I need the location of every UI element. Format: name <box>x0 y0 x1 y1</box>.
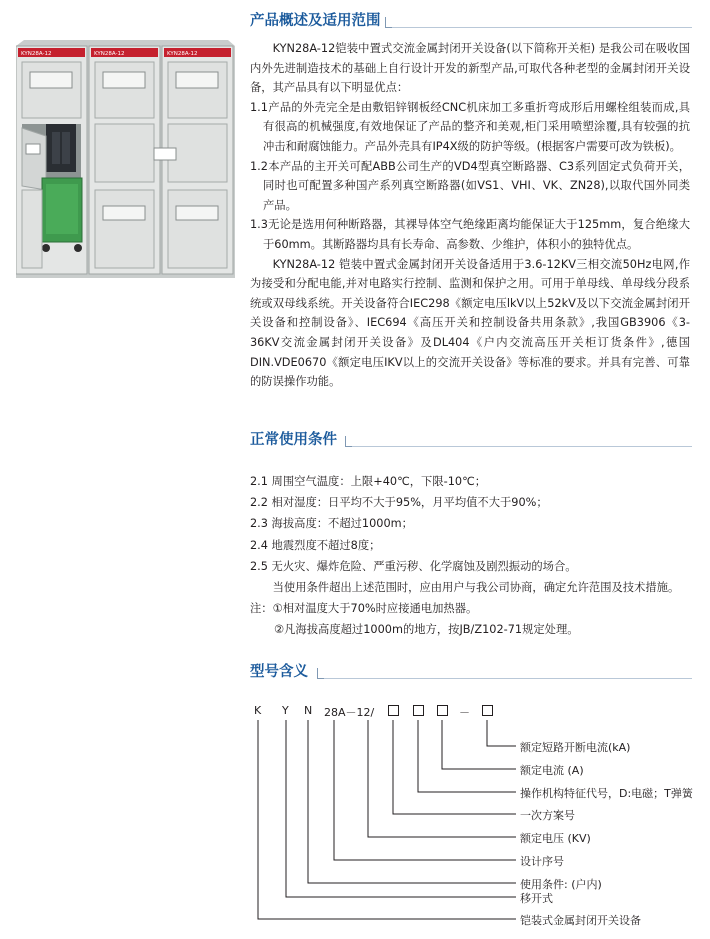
condition-line: 2.2 相对湿度：日平均不大于95%，月平均值不大于90%； <box>250 496 548 510</box>
model-code-y: Y <box>282 704 289 717</box>
model-code-rating: 28A－12/ <box>324 706 375 719</box>
condition-line: 2.4 地震烈度不超过8度； <box>250 538 381 552</box>
conditions-note-1: 注：①相对温度大于70%时应接通电加热器。 <box>250 602 478 616</box>
condition-line: 2.3 海拔高度：不超过1000m； <box>250 517 413 531</box>
overview-application: KYN28A-12 铠装中置式金属封闭开关设备适用于3.6-12KV三相交流50Hz电网,作为接受和分配电能,并对电路实行控制、监测和保护之用。可用于单母线、单母线分段系统或双母线系统。开关设备符合IEC298《额定电压lkV以上52kV及以下交流金属封闭开关设备和控制设备》、IEC694《高压开关和控制设备共用条款》,我国GB3906《3-36KV交流金属封闭开关设备》及DL404《户内交流高压开关柜订货条件》,德国DIN.VDE0670《额定电压IKV以上的交流开关设备》等标准的要求。并具有完善、可靠的防误操作功能。 <box>250 257 690 389</box>
overview-item-1-2: 1.2本产品的主开关可配ABB公司生产的VD4型真空断路器、C3系列固定式负荷开关，同时也可配置多种国产系列真空断路器(如VS1、VHI、VK、ZN28),以取代国外同类产品。 <box>250 159 690 212</box>
condition-line: 2.5 无火灾、爆炸危险、严重污秽、化学腐蚀及剧烈振动的场合。 <box>250 559 577 573</box>
panel-label-1: KYN28A-12 <box>21 51 52 57</box>
overview-intro: KYN28A-12铠装中置式交流金属封闭开关设备(以下简称开关柜) 是我公司在吸收国内外先进制造技术的基础上自行设计开发的新型产品,可取代各种老型的金属封闭开关设备，其产品具有以下明显优点： <box>250 42 690 95</box>
section-title-model: 型号含义 <box>250 664 308 680</box>
model-code-k: K <box>254 704 262 717</box>
model-label-usage: 使用条件: (户内) <box>520 878 602 891</box>
overview-item-1-3: 1.3无论是选用何种断路器，其裸导体空气绝缘距离均能保证大于125mm，复合绝缘大于60mm。其断路器均具有长寿命、高参数、少维护，体积小的独特优点。 <box>250 218 690 251</box>
model-code-dash: － <box>459 706 470 719</box>
model-label-scheme: 一次方案号 <box>520 809 575 822</box>
conditions-note-2: ②凡海拔高度超过1000m的地方，按JB/Z102-71规定处理。 <box>274 623 579 637</box>
panel-label-2: KYN28A-12 <box>94 51 125 57</box>
model-label-withdrawable: 移开式 <box>520 892 553 905</box>
model-label-design-number: 设计序号 <box>520 855 564 868</box>
panel-label-3: KYN28A-12 <box>167 51 198 57</box>
condition-line: 2.1 周围空气温度：上限+40℃，下限-10℃； <box>250 475 487 488</box>
conditions-extra: 当使用条件超出上述范围时，应由用户与我公司协商，确定允许范围及技术措施。 <box>272 581 680 595</box>
model-code-n: N <box>304 704 313 717</box>
model-label-rated-current: 额定电流 (A) <box>520 764 584 777</box>
overview-item-1-1: 1.1产品的外壳完全是由敷铝锌钢板经CNC机床加工多重折弯成形后用螺栓组装而成,具有很高的机械强度,有效地保证了产品的整齐和美观,柜门采用喷塑涂覆,具有较强的抗冲击和耐腐蚀能力。产品外壳具有IP4X级的防护等级。(根据客户需要可改为铁板)。 <box>250 100 690 153</box>
model-label-rated-voltage: 额定电压 (KV) <box>520 832 591 845</box>
model-label-mechanism: 操作机构特征代号，D:电磁；T弹簧 <box>520 787 693 800</box>
model-label-armored: 铠装式金属封闭开关设备 <box>520 914 641 927</box>
section-title-overview: 产品概述及适用范围 <box>250 13 381 29</box>
section-title-conditions: 正常使用条件 <box>250 432 337 448</box>
model-label-breaking-current: 额定短路开断电流(kA) <box>520 741 631 754</box>
